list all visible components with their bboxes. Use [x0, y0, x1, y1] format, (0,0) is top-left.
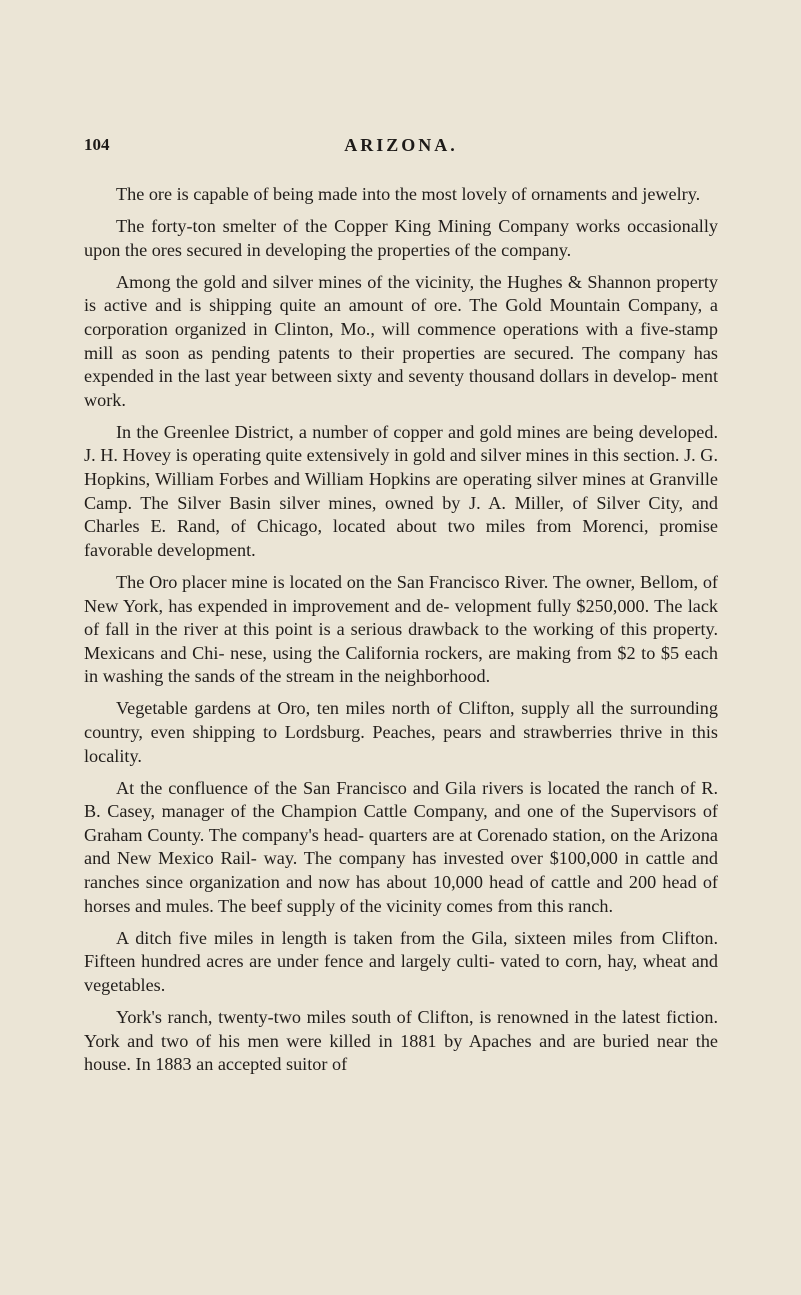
paragraph: The forty-ton smelter of the Copper King Mining Company works occasionally upon the ores secured in developing the properties of the company.	[84, 216, 718, 260]
paragraph: The Oro placer mine is located on the San Francisco River. The owner, Bellom, of New York, has expended in improvement and de- velopment fully $250,000. The lack of fall in the river at this point is a serious drawback to the working of this property. Mexicans and Chi- nese, using the California rockers, are making from $2 to $5 each in washing the sands of the stream in the neighborhood.	[84, 571, 718, 687]
running-title: ARIZONA.	[344, 135, 458, 155]
paragraph: A ditch five miles in length is taken from the Gila, sixteen miles from Clifton. Fifteen hundred acres are under fence and largely culti- vated to corn, hay, wheat and vegetables.	[84, 927, 718, 995]
paragraph: York's ranch, twenty-two miles south of Clifton, is renowned in the latest fiction. York and two of his men were killed in 1881 by Apaches and are buried near the house. In 1883 an accepted suitor of	[84, 1007, 718, 1075]
paragraph: Vegetable gardens at Oro, ten miles north of Clifton, supply all the surrounding country, even shipping to Lordsburg. Peaches, pears and strawberries thrive in this locality.	[84, 698, 718, 766]
paragraph: The ore is capable of being made into the most lovely of ornaments and jewelry.	[116, 184, 701, 204]
paragraph: Among the gold and silver mines of the vicinity, the Hughes & Shannon property is active and is shipping quite an amount of ore. The Gold Mountain Company, a corporation organized in Clinton, Mo., will commence operations with a five-stamp mill as soon as pending patents to their properties are secured. The company has expended in the last year between sixty and seventy thousand dollars in develop- ment work.	[84, 271, 718, 410]
body-text	[84, 183, 718, 1085]
paragraph: At the confluence of the San Francisco and Gila rivers is located the ranch of R. B. Casey, manager of the Champion Cattle Company, and one of the Supervisors of Graham County. The company's head- quarters are at Corenado station, on the Arizona and New Mexico Rail- way. The company has invested over $100,000 in cattle and ranches since organization and now has about 10,000 head of cattle and 200 head of horses and mules. The beef supply of the vicinity comes from this ranch.	[84, 777, 718, 916]
page-header	[84, 135, 718, 161]
paragraph: In the Greenlee District, a number of copper and gold mines are being developed. J. H. Hovey is operating quite extensively in gold and silver mines in this section. J. G. Hopkins, William Forbes and William Hopkins are operating silver mines at Granville Camp. The Silver Basin silver mines, owned by J. A. Miller, of Silver City, and Charles E. Rand, of Chicago, located about two miles from Morenci, promise favorable development.	[84, 421, 718, 560]
page-number: 104	[84, 135, 110, 154]
